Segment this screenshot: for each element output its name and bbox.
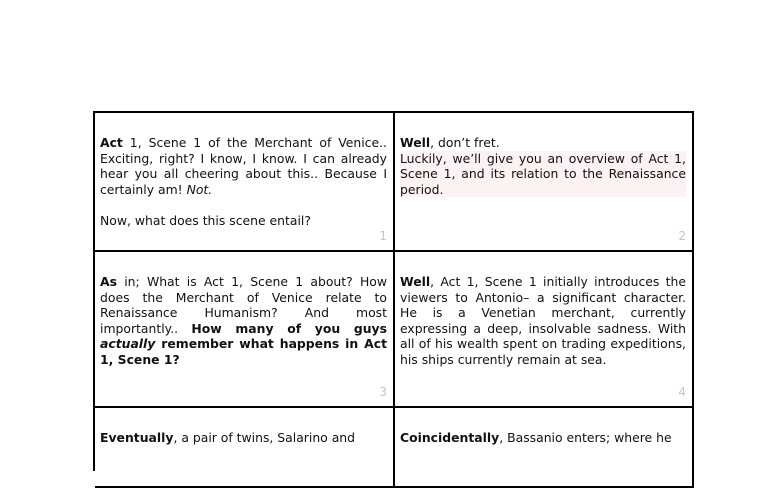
card-3-bold-question-end: remember what happens in Act 1, Scene 1? bbox=[100, 336, 387, 367]
card-grid bbox=[93, 111, 694, 471]
card-5-paragraph bbox=[100, 430, 387, 446]
card-2-lead-word: Well bbox=[400, 135, 431, 150]
card-1-paragraph-2: Now, what does this scene entail? bbox=[100, 212, 311, 228]
card-2-number: 2 bbox=[678, 229, 686, 244]
card-5-text: , a pair of twins, Salarino and bbox=[173, 430, 356, 445]
card-4 bbox=[395, 252, 694, 408]
card-6-text: , Bassanio enters; where he bbox=[499, 430, 672, 445]
card-6 bbox=[395, 408, 694, 488]
card-4-paragraph bbox=[400, 274, 686, 368]
card-6-lead-word: Coincidentally bbox=[400, 430, 500, 445]
card-3-bold-question-start: How many of you guys bbox=[191, 320, 387, 336]
card-6-paragraph bbox=[400, 430, 686, 446]
card-5-lead-word: Eventually bbox=[100, 430, 174, 445]
card-1-italic-word: Not. bbox=[186, 181, 213, 197]
card-4-number: 4 bbox=[678, 385, 686, 400]
card-2-text: , don’t fret. bbox=[430, 135, 500, 150]
card-2 bbox=[395, 113, 694, 252]
card-3-bold-italic-word: actually bbox=[100, 336, 156, 352]
card-1 bbox=[95, 113, 395, 252]
card-5 bbox=[95, 408, 395, 488]
card-1-number: 1 bbox=[379, 229, 387, 244]
card-3 bbox=[95, 252, 395, 408]
card-4-lead-word: Well bbox=[400, 274, 431, 289]
card-3-number: 3 bbox=[379, 385, 387, 400]
card-3-text: in; What is Act 1, Scene 1 about? How does the Merchant of Venice relate to Renaissance Humanism? And most importantly.. bbox=[100, 274, 387, 336]
card-1-lead-word: Act bbox=[100, 135, 123, 150]
card-3-paragraph bbox=[100, 274, 387, 368]
card-2-paragraph-1 bbox=[400, 135, 686, 151]
card-1-text: 1, Scene 1 of the Merchant of Venice.. Exciting, right? I know, I know. I can already hear you all cheering about this.. Because I certainly am! bbox=[100, 135, 387, 197]
card-3-lead-word: As bbox=[100, 274, 117, 289]
card-2-paragraph-2: Luckily, we’ll give you an overview of Act 1, Scene 1, and its relation to the Renaissance period. bbox=[400, 150, 686, 197]
card-1-paragraph-1 bbox=[100, 135, 387, 197]
card-4-text: , Act 1, Scene 1 initially introduces the viewers to Antonio– a significant character. He is a Venetian merchant, currently expressing a deep, insolvable sadness. With all of his wealth spent on trading expeditions, his ships currently remain at sea. bbox=[400, 274, 686, 367]
paragraph-gap bbox=[100, 197, 387, 213]
